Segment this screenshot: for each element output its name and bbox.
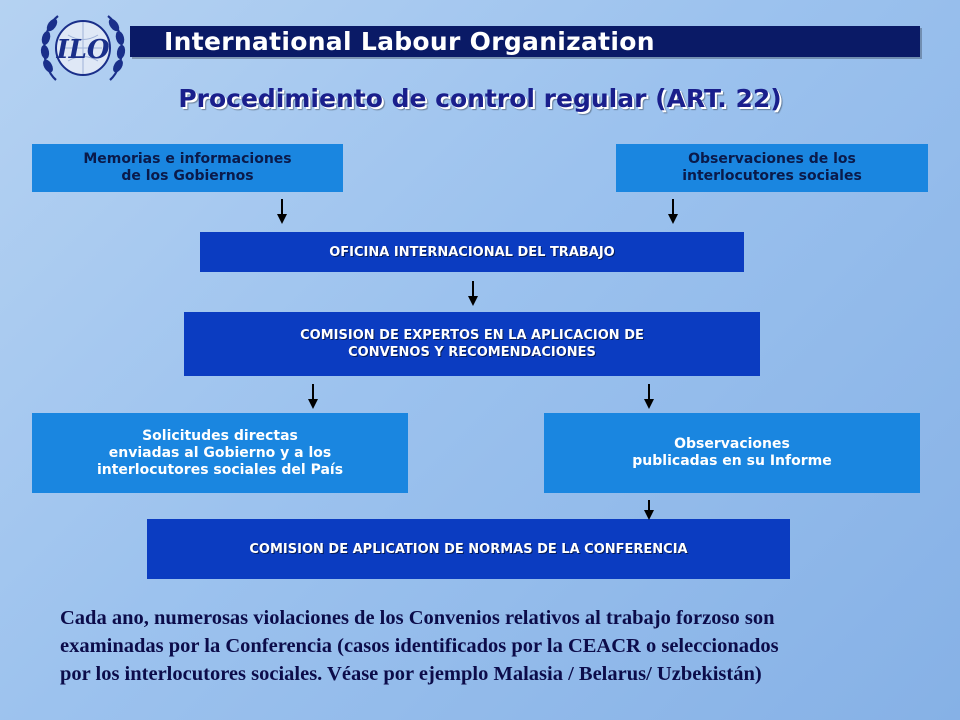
organization-banner [130,26,920,57]
ilo-logo [36,8,130,90]
box-observaciones-interlocutores: Observaciones de los interlocutores sociales [616,144,928,192]
box-observaciones-publicadas: Observaciones publicadas en su Informe [544,413,920,493]
box-memorias-gobiernos: Memorias e informaciones de los Gobiernos [32,144,343,192]
logo-text: ILO [56,35,110,65]
box-comision-expertos: COMISION DE EXPERTOS EN LA APLICACION DE CONVENOS Y RECOMENDACIONES [184,312,760,376]
page-title: Procedimiento de control regular (ART. 22) [178,84,782,113]
box-solicitudes-directas: Solicitudes directas enviadas al Gobierno y a los interlocutores sociales del País [32,413,408,493]
explanatory-note: Cada ano, numerosas violaciones de los Convenios relativos al trabajo forzoso son examinadas por la Conferencia (casos identificados por la CEACR o seleccionados por los interlocutores sociales. Véase por ejemplo Malasia / Belarus/ Uzbekistán) [60,607,779,685]
organization-name: International Labour Organization [164,27,655,56]
box-comision-aplicacion: COMISION DE APLICATION DE NORMAS DE LA CONFERENCIA [147,519,790,579]
box-oficina-internacional: OFICINA INTERNACIONAL DEL TRABAJO [200,232,744,272]
